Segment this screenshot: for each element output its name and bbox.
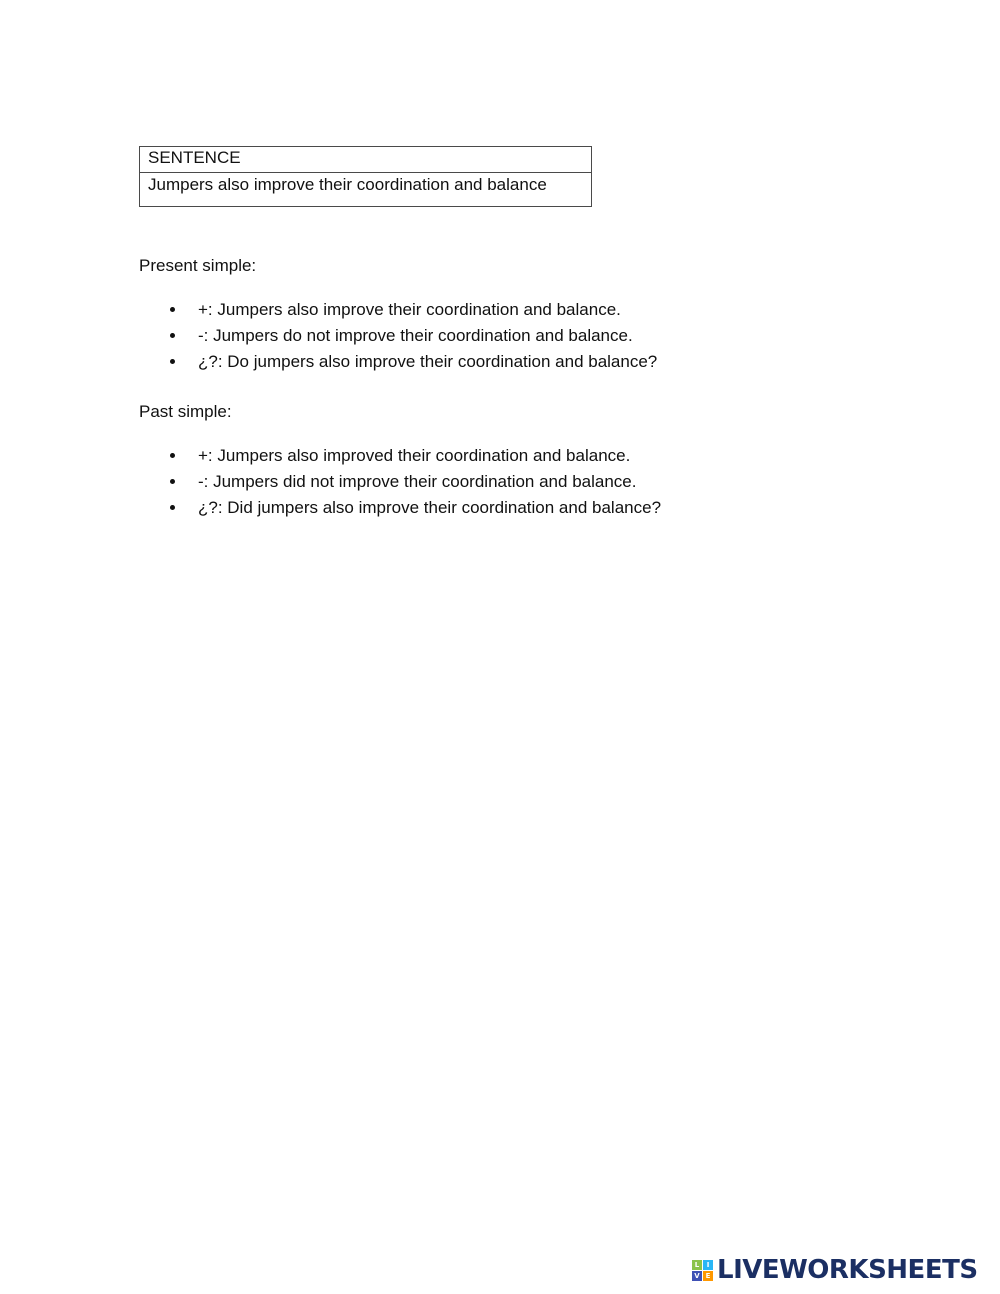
list-item [170,472,661,498]
sentence-table-header: SENTENCE [140,147,591,173]
sentence-table-cell: Jumpers also improve their coordination and balance [148,175,547,194]
bullet-icon [170,333,175,338]
bullet-icon [170,359,175,364]
list-item-text: +: Jumpers also improved their coordination and balance. [198,446,631,465]
list-item [170,352,657,378]
list-item-text: -: Jumpers did not improve their coordination and balance. [198,472,637,491]
list-item [170,446,661,472]
bullet-icon [170,453,175,458]
liveworksheets-logo-icon [692,1260,713,1281]
logo-tile: V [692,1271,702,1281]
list-item-text: +: Jumpers also improve their coordination and balance. [198,300,621,319]
list-item [170,300,657,326]
present-simple-list [170,300,657,378]
bullet-icon [170,505,175,510]
bullet-icon [170,479,175,484]
sentence-table [139,146,592,207]
bullet-icon [170,307,175,312]
logo-tile: E [703,1271,713,1281]
present-simple-title: Present simple: [139,256,257,275]
list-item [170,498,661,524]
list-item-text: ¿?: Did jumpers also improve their coordination and balance? [198,498,662,517]
liveworksheets-wordmark: LIVEWORKSHEETS [717,1255,978,1285]
list-item-text: -: Jumpers do not improve their coordination and balance. [198,326,633,345]
list-item [170,326,657,352]
past-simple-list [170,446,661,524]
list-item-text: ¿?: Do jumpers also improve their coordination and balance? [198,352,658,371]
past-simple-title: Past simple: [139,402,232,421]
liveworksheets-logo [692,1256,978,1284]
logo-tile: I [703,1260,713,1270]
logo-tile: L [692,1260,702,1270]
